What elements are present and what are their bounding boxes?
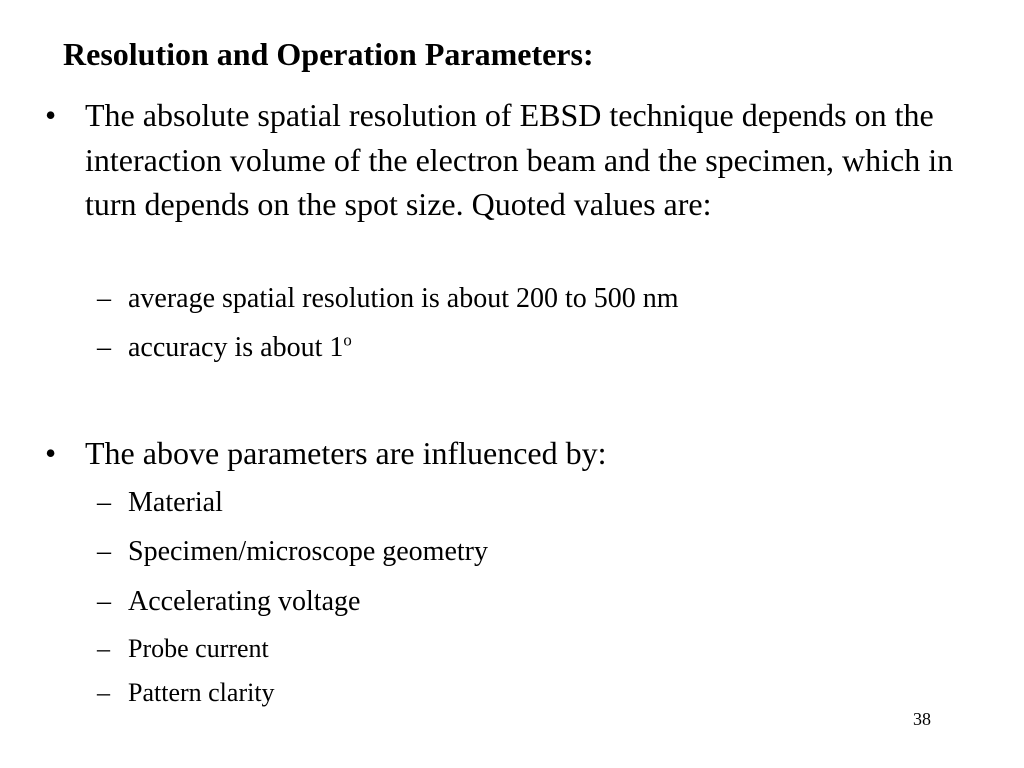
- sub-bullet-text: Pattern clarity: [128, 678, 275, 707]
- bullet-text: The absolute spatial resolution of EBSD technique depends on the interaction volume of the electron beam and the specimen, which in turn depends on the spot size. Quoted values are:: [85, 97, 954, 222]
- dash-icon: –: [97, 332, 111, 363]
- sub-bullet-text: Probe current: [128, 634, 269, 663]
- sub-bullet-item: [97, 328, 352, 368]
- sub-bullet-item: [97, 279, 679, 319]
- degree-superscript: o: [343, 330, 352, 350]
- dash-icon: –: [97, 536, 111, 567]
- slide-title: Resolution and Operation Parameters:: [63, 36, 594, 72]
- sub-bullet-text: [128, 328, 352, 368]
- sub-bullet-text-main: accuracy is about 1: [128, 332, 344, 363]
- sub-bullet-item: [97, 582, 360, 622]
- bullet-icon: •: [45, 97, 57, 133]
- sub-bullet-text: average spatial resolution is about 200 to 500 nm: [128, 283, 679, 314]
- sub-bullet-text: Material: [128, 487, 223, 518]
- bullet-item: [40, 431, 980, 476]
- dash-icon: –: [97, 586, 111, 617]
- sub-bullet-text: Accelerating voltage: [128, 586, 361, 617]
- page-number: 38: [913, 709, 931, 729]
- sub-bullet-item: [97, 631, 269, 667]
- bullet-item: [40, 93, 980, 227]
- sub-bullet-item: [97, 532, 488, 572]
- sub-bullet-item: [97, 675, 275, 711]
- dash-icon: –: [97, 487, 111, 518]
- sub-bullet-text: Specimen/microscope geometry: [128, 536, 488, 567]
- dash-icon: –: [97, 283, 111, 314]
- dash-icon: –: [97, 634, 110, 663]
- bullet-text: The above parameters are influenced by:: [85, 435, 607, 471]
- dash-icon: –: [97, 678, 110, 707]
- bullet-icon: •: [45, 435, 57, 471]
- sub-bullet-item: [97, 483, 223, 523]
